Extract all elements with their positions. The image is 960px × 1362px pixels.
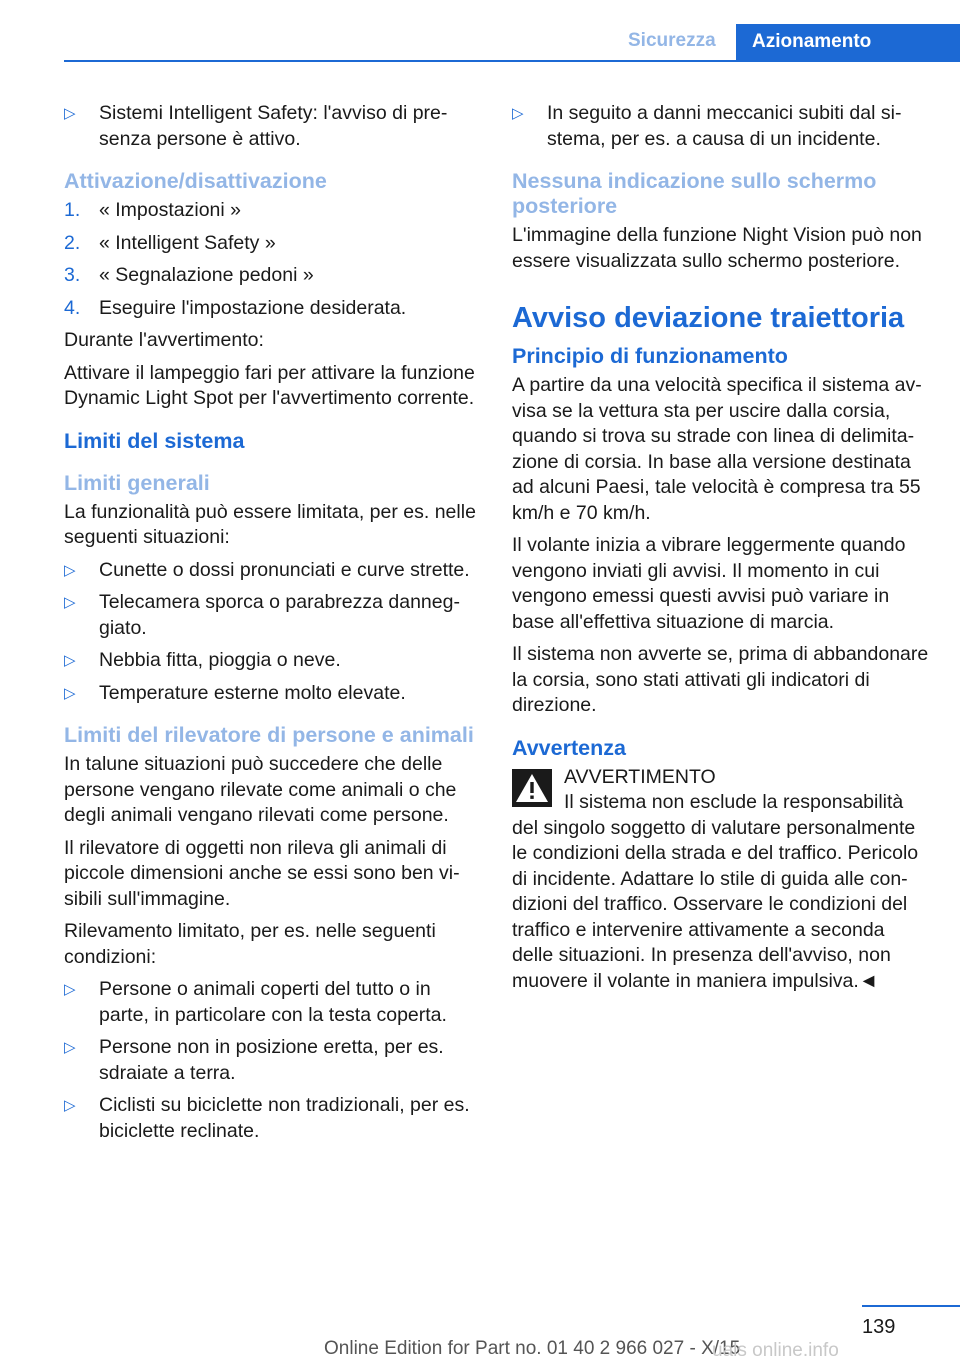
list-item: ▷ Persone non in posizione eretta, per es. sdraiate a terra. <box>64 1036 444 1084</box>
paragraph: In talune situazioni può succedere che delle persone vengano rilevate come animali o che degli animali vengano rilevati come persone. <box>64 753 457 826</box>
step-item: 1. « Impostazioni » <box>64 199 241 221</box>
list-item: ▷ In seguito a danni meccanici subiti dal sistema, per es. a causa di un incidente. <box>512 102 902 150</box>
paragraph: Il sistema non avverte se, prima di abbandonare la corsia, sono stati attivati gli indicatori di direzione. <box>512 643 929 716</box>
heading-principle: Principio di funzionamento <box>512 344 788 368</box>
header-tab-label: Azionamento <box>752 31 872 52</box>
list-item: ▷ Persone o animali coperti del tutto o in parte, in particolare con la testa coperta. <box>64 978 447 1026</box>
heading-warning: Avvertenza <box>512 735 626 760</box>
edition-footer: Online Edition for Part no. 01 40 2 966 027 - X/15 <box>324 1338 741 1359</box>
warning-first-line: Il sistema non esclude la responsabilità <box>564 791 904 813</box>
watermark: uals online.info <box>712 1340 839 1361</box>
paragraph: Durante l'avvertimento: <box>64 329 264 351</box>
warning-title: AVVERTIMENTO <box>564 765 716 788</box>
right-column <box>512 101 930 1001</box>
paragraph: L'immagine della funzione Night Vision può non essere visualizzata sullo schermo posteriore. <box>512 224 922 272</box>
page-number: 139 <box>862 1316 896 1338</box>
header-tab <box>736 24 960 62</box>
bullet-triangle-icon: ▷ <box>512 105 524 122</box>
step-item: 4. Eseguire l'impostazione desiderata. <box>64 296 407 319</box>
bullet-triangle-icon: ▷ <box>64 594 76 611</box>
paragraph: Rilevamento limitato, per es. nelle seguenti condizioni: <box>64 920 436 968</box>
bullet-triangle-icon: ▷ <box>64 981 76 998</box>
bullet-triangle-icon: ▷ <box>64 652 76 669</box>
heading-limits: Limiti del sistema <box>64 428 245 453</box>
page-number-rule <box>862 1305 960 1307</box>
paragraph: Il rilevatore di oggetti non rileva gli animali di piccole dimensioni anche se essi sono ben visibili sull'immagine. <box>64 836 460 910</box>
warning-triangle-icon <box>512 769 552 807</box>
paragraph: Attivare il lampeggio fari per attivare la funzione Dynamic Light Spot per l'avvertimento corrente. <box>64 361 475 409</box>
warning-box <box>512 765 930 816</box>
heading-detector-limits: Limiti del rilevatore di persone e animali <box>64 723 474 747</box>
heading-general-limits: Limiti generali <box>64 470 210 495</box>
bullet-triangle-icon: ▷ <box>64 105 76 122</box>
left-column <box>64 101 480 1151</box>
step-item: 2. « Intelligent Safety » <box>64 231 276 254</box>
header-rule <box>64 60 960 62</box>
bullet-triangle-icon: ▷ <box>64 561 76 579</box>
paragraph: Il volante inizia a vibrare leggermente quando vengono inviati gli avvisi. Il momento in cui vengono emessi questi avvisi può variare in base all'effettiva situazione di marcia. <box>512 534 906 633</box>
list-item: ▷ Telecamera sporca o parabrezza danneggiato. <box>64 591 460 639</box>
paragraph: La funzionalità può essere limitata, per es. nelle seguenti situazioni: <box>64 500 476 548</box>
bullet-triangle-icon: ▷ <box>64 1039 76 1056</box>
heading-activation: Attivazione/disattivazione <box>64 169 327 193</box>
header-section-label: Sicurezza <box>628 30 716 51</box>
heading-no-image: Nessuna indicazione sullo schermo posteriore <box>512 169 877 218</box>
list-item: ▷ Sistemi Intelligent Safety: l'avviso di presenza persone è attivo. <box>64 102 448 150</box>
warning-text: del singolo soggetto di valutare personalmente le condizioni della strada e del traffico. Pericolo di incidente. Adattare lo stile di guida alle condizioni del traffico. Osservare le condizioni del traffico e intervenire attivamente a seconda delle situazioni. In presenza dell'avviso, non muovere il volante in maniera impulsiva.◄ <box>512 816 919 992</box>
step-item: 3. « Segnalazione pedoni » <box>64 264 314 286</box>
list-item: ▷ Nebbia fitta, pioggia o neve. <box>64 648 480 674</box>
list-item: ▷ Temperature esterne molto elevate. <box>64 681 480 707</box>
bullet-triangle-icon: ▷ <box>64 1097 76 1114</box>
section-title: Avviso deviazione traiettoria <box>512 302 905 334</box>
paragraph: A partire da una velocità specifica il sistema avvisa se la vettura sta per uscire dalla corsia, quando si trova su strade con linea di delimitazione di corsia. In base alla versione destinata ad alcuni Paesi, tale velocità è compresa tra 55 km/h e 70 km/h. <box>512 374 922 524</box>
list-item: ▷ Ciclisti su biciclette non tradizionali, per es. biciclette reclinate. <box>64 1094 470 1142</box>
bullet-triangle-icon: ▷ <box>64 684 76 702</box>
list-item: ▷ Cunette o dossi pronunciati e curve strette. <box>64 558 480 584</box>
